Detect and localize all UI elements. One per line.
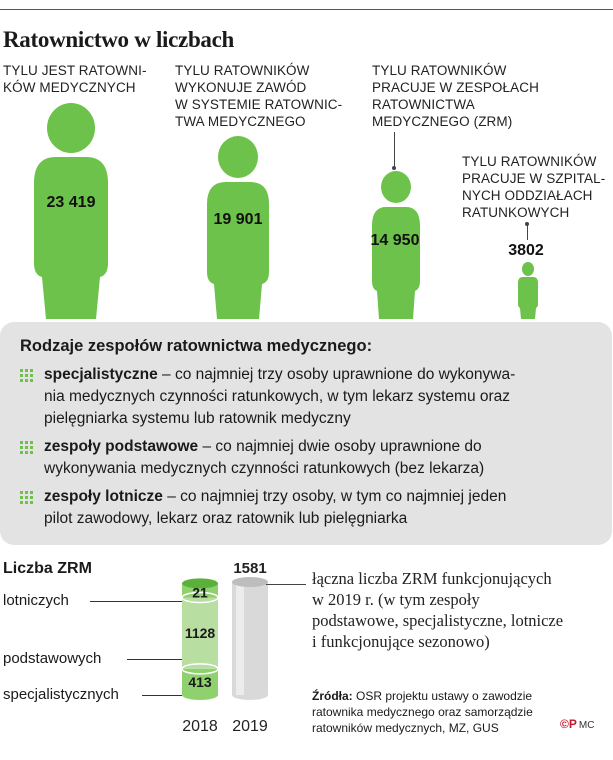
year-tick-label: 2019 (232, 718, 268, 735)
category-label-podstawowych: podstawowych (3, 650, 102, 667)
pointer-dot (392, 166, 396, 170)
figure-label-line: RATUNKOWYCH (462, 205, 570, 220)
category-label-specjalistycznych: specjalistycznych (3, 686, 119, 703)
page-title: Ratownictwo w liczbach (3, 27, 235, 52)
figure-value-1: 23 419 (46, 194, 96, 211)
source-label: Źródła: (312, 689, 353, 703)
person-icon (517, 262, 539, 319)
figure-label-line: RATOWNICTWA (372, 97, 475, 112)
team-type-desc: – co najmniej dwie osoby uprawnione do (202, 438, 482, 455)
figure-label-3 (372, 62, 539, 130)
team-types-heading: Rodzaje zespołów ratownictwa medycznego: (20, 337, 373, 355)
figure-value-4: 3802 (508, 242, 544, 259)
total-label-2019: 1581 (233, 560, 267, 577)
team-type-desc: – co najmniej trzy osoby uprawnione do wykonywa- (162, 366, 516, 383)
description-line: łączna liczba ZRM funkcjonujących (312, 569, 552, 588)
year-tick-label: 2018 (182, 718, 218, 735)
figure-label-line: TYLU JEST RATOWNI- (3, 63, 147, 78)
grid-bullet-icon (20, 441, 33, 454)
team-type-item (20, 436, 600, 480)
team-type-desc: wykonywania medycznych czynności ratunkowych (bez lekarza) (44, 460, 485, 477)
bar-highlight (236, 582, 244, 695)
figure-label-line: TYLU RATOWNIKÓW (462, 154, 597, 169)
data-label: 1128 (184, 625, 216, 642)
leader-line (90, 601, 182, 602)
zrm-chart-title: Liczba ZRM (3, 560, 92, 577)
publisher-logo (560, 717, 594, 731)
figure-label-line: TWA MEDYCZNEGO (175, 114, 306, 129)
team-type-term: specjalistyczne (44, 366, 158, 383)
pointer-dot (525, 222, 529, 226)
team-type-term: zespoły podstawowe (44, 438, 199, 455)
grid-bullet-icon (20, 369, 33, 382)
team-type-desc: – co najmniej trzy osoby, w tym co najmniej jeden (167, 488, 507, 505)
source-line: ratowników medycznych, MZ, GUS (312, 721, 499, 735)
team-type-desc: pilot zawodowy, lekarz oraz ratownik lub pielęgniarka (44, 510, 408, 527)
team-type-desc: pielęgniarka systemu lub ratownik medyczny (44, 410, 351, 427)
team-type-desc: nia medycznych czynności ratunkowych, w tym lekarz systemu oraz (44, 388, 511, 405)
description-line: i funkcjonujące sezonowo) (312, 632, 490, 651)
bar-top-2019 (232, 577, 268, 587)
figure-label-2 (175, 62, 342, 130)
figure-label-1 (3, 62, 147, 96)
category-label-lotniczych: lotniczych (3, 592, 69, 609)
figure-label-line: PRACUJE W ZESPOŁACH (372, 80, 539, 95)
description-line: w 2019 r. (w tym zespoły (312, 590, 480, 609)
logo-initials: MC (578, 720, 595, 731)
pointer-line (394, 132, 395, 168)
figure-label-line: TYLU RATOWNIKÓW (372, 63, 507, 78)
zrm-description (312, 568, 612, 652)
source-line: OSR projektu ustawy o zawodzie (356, 689, 533, 703)
team-type-item (20, 486, 600, 530)
team-type-item (20, 364, 600, 430)
figure-label-line: TYLU RATOWNIKÓW (175, 63, 310, 78)
logo-mark: ©P (560, 717, 577, 731)
team-type-term: zespoły lotnicze (44, 488, 163, 505)
source-line: ratownika medycznego oraz samorządzie (312, 705, 533, 719)
figure-label-4 (462, 153, 605, 221)
data-label: 21 (192, 584, 208, 601)
figure-label-line: MEDYCZNEGO (ZRM) (372, 114, 513, 129)
pointer-line (527, 224, 528, 240)
figure-label-line: NYCH ODDZIAŁACH (462, 188, 593, 203)
top-rule (0, 9, 613, 10)
figure-label-line: PRACUJE W SZPITAL- (462, 171, 606, 186)
data-label: 413 (188, 673, 212, 690)
figure-value-3: 14 950 (370, 232, 420, 249)
description-line: podstawowe, specjalistyczne, lotnicze (312, 611, 564, 630)
figure-label-line: KÓW MEDYCZNYCH (3, 80, 136, 95)
zrm-stacked-chart (170, 560, 310, 750)
grid-bullet-icon (20, 491, 33, 504)
figure-label-line: WYKONUJE ZAWÓD (175, 80, 307, 95)
pointer-line (266, 584, 306, 585)
figure-value-2: 19 901 (213, 211, 263, 228)
figure-label-line: W SYSTEMIE RATOWNIC- (175, 97, 343, 112)
